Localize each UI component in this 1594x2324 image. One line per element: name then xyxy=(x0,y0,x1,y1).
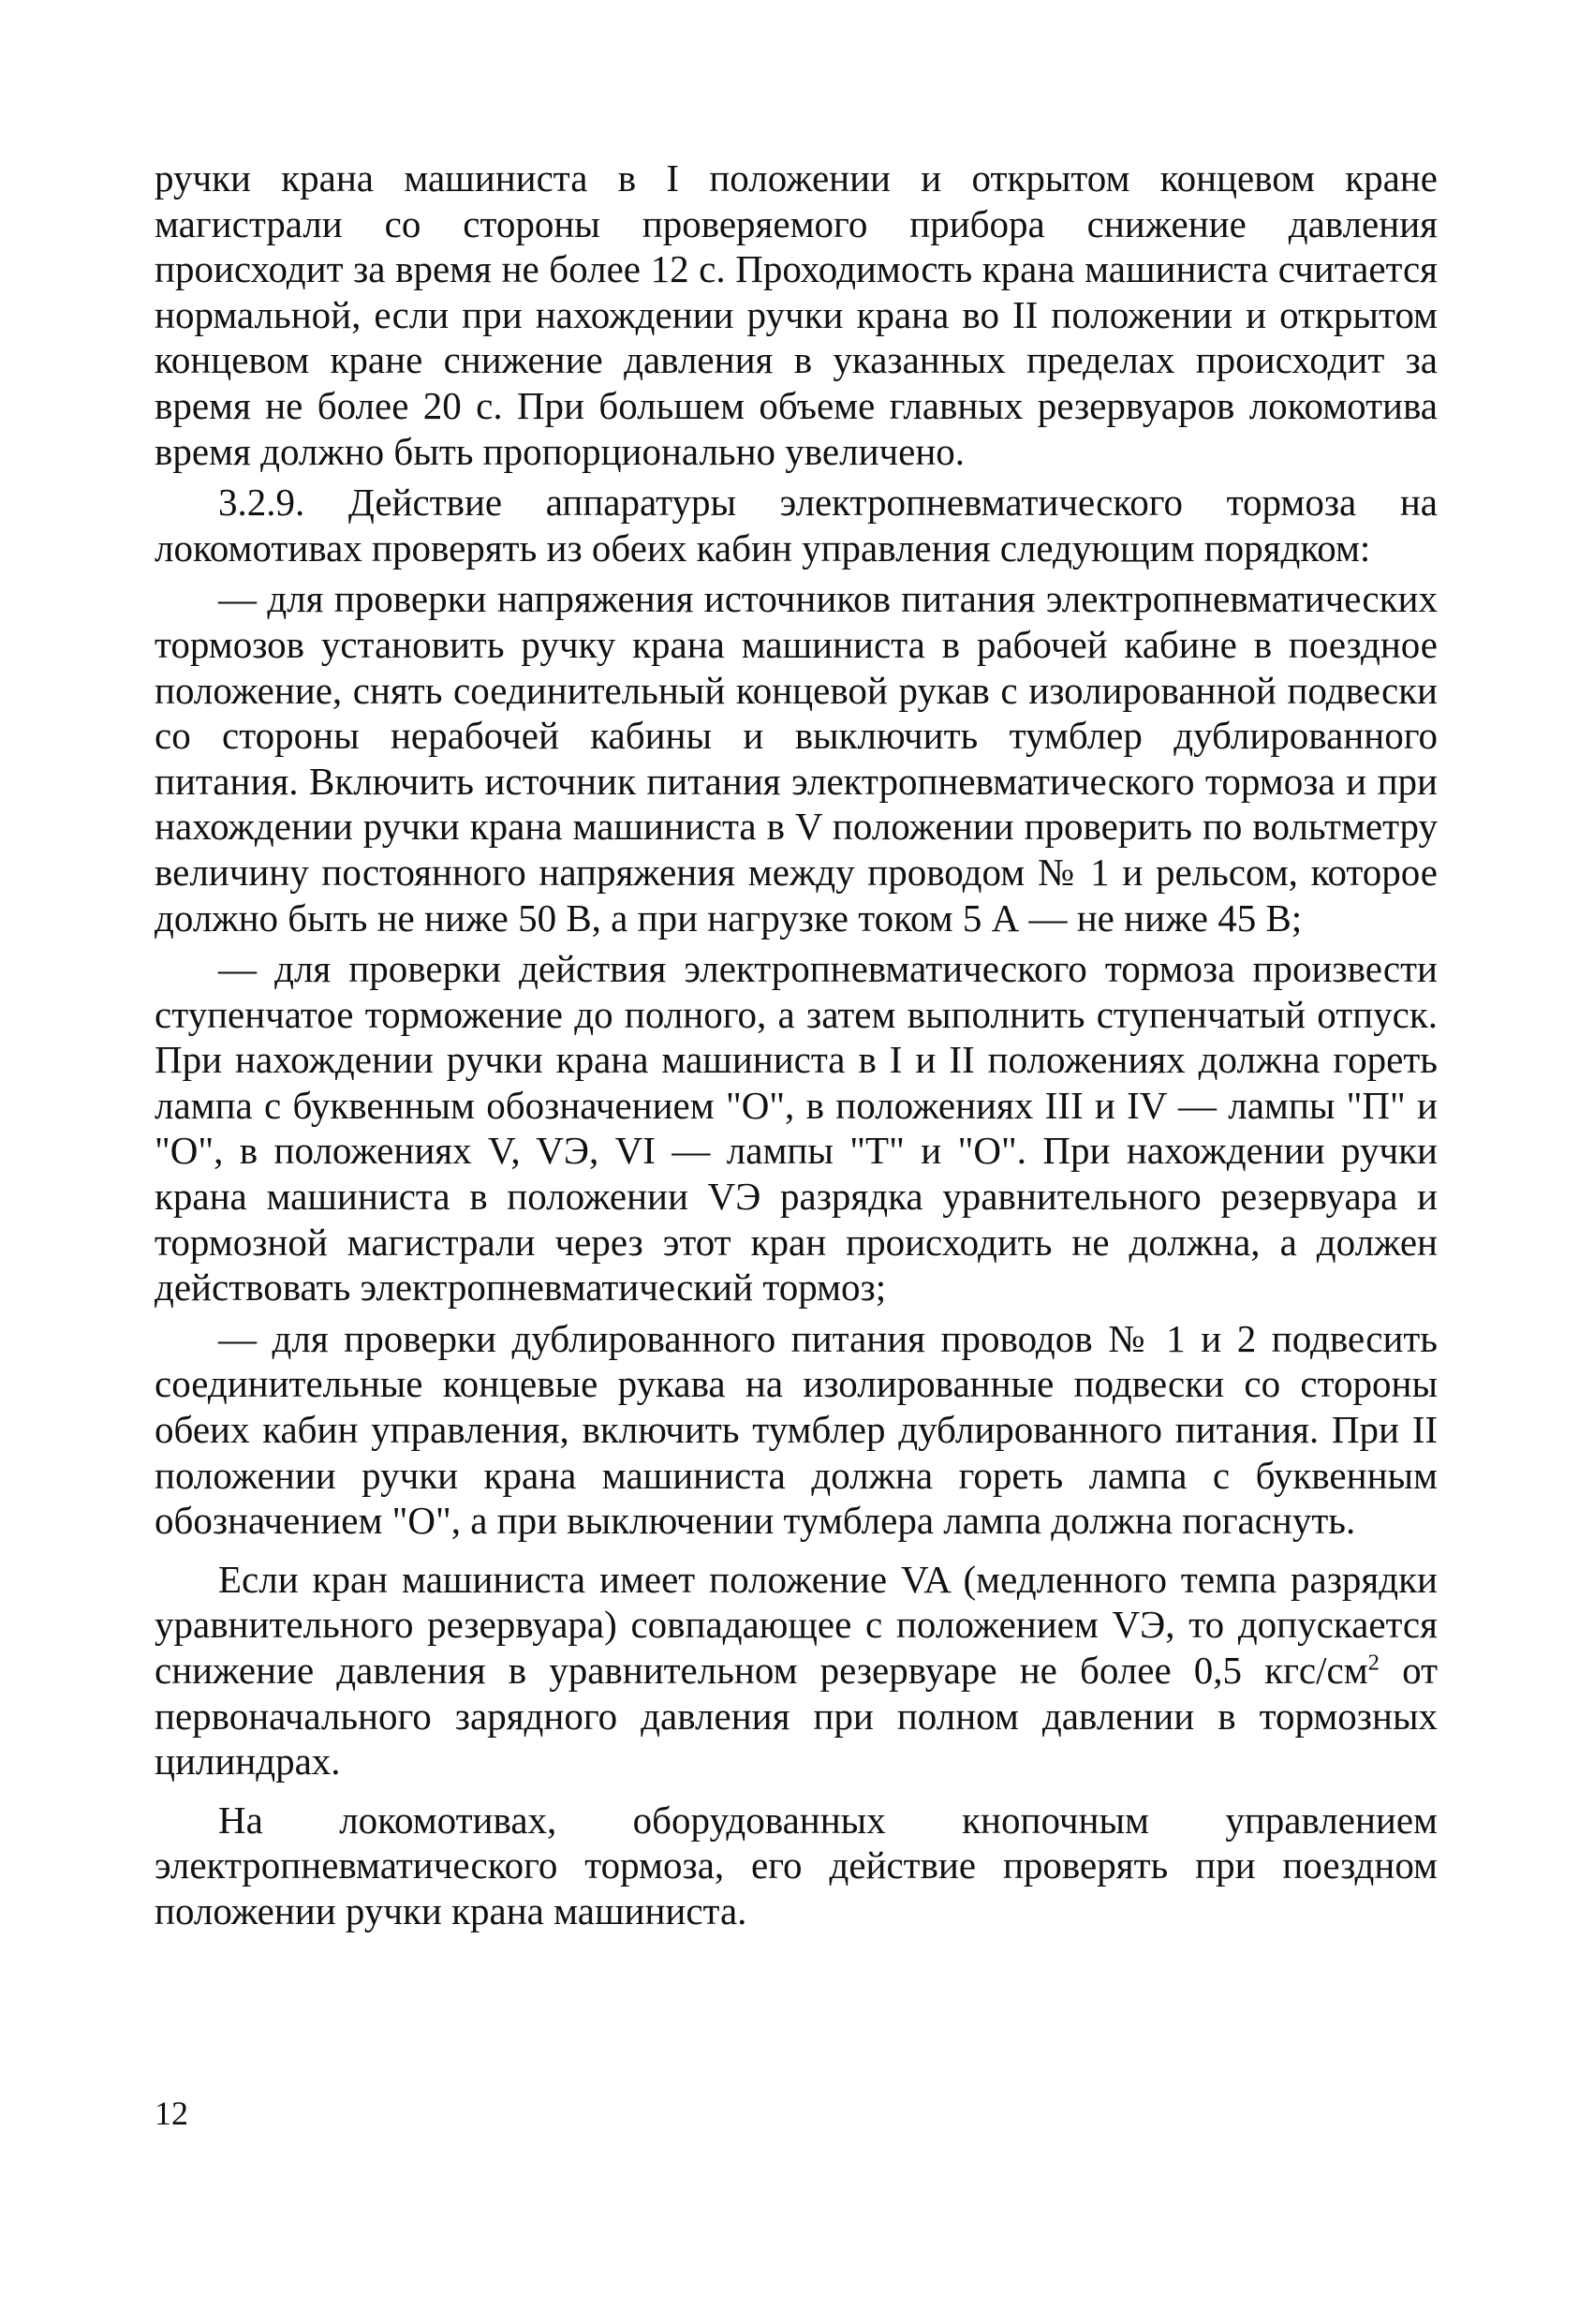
paragraph-7: На локомотивах, оборудованных кнопочным управлением электропневматического тормоза, его действие проверять при поездном положении ручки крана машиниста. xyxy=(155,1798,1438,1932)
body-text xyxy=(155,155,1438,1934)
paragraph-1: ручки крана машиниста в I положении и открытом концевом кране магистрали со стороны проверяемого прибора снижение давления происходит за время не более 12 с. Проходимость крана машиниста считается нормальной, если при нахождении ручки крана во II положении и открытом концевом кране снижение давления в указанных пределах происходит за время не более 20 с. При большем объеме главных резервуаров локомотива время должно быть пропорционально увеличено. xyxy=(155,156,1438,473)
paragraph-5: — для проверки дублированного питания проводов № 1 и 2 подвесить соединительные концевые рукава на изолированные подвески со стороны обеих кабин управления, включить тумблер дублированного питания. При II положении ручки крана машиниста должна гореть лампа с буквенным обозначением "О", а при выключении тумблера лампа должна погаснуть. xyxy=(155,1316,1438,1543)
paragraph-6 xyxy=(155,1557,1438,1784)
paragraph-6-text-end: от первоначального зарядного давления при полном давлении в тормозных цилиндрах. xyxy=(155,1649,1438,1784)
paragraph-3: — для проверки напряжения источников питания электропневматических тормозов установить ручку крана машиниста в рабочей кабине в поездное положение, снять соединительный концевой рукав с изолированной подвески со стороны нерабочей кабины и выключить тумблер дублированного питания. Включить источник питания электропневматического тормоза и при нахождении ручки крана машиниста в V положении проверить по вольтметру величину постоянного напряжения между проводом № 1 и рельсом, которое должно быть не ниже 50 В, а при нагрузке током 5 А — не ниже 45 В; xyxy=(155,577,1438,940)
superscript-2: 2 xyxy=(1367,1650,1380,1676)
paragraph-4: — для проверки действия электропневматического тормоза произвести ступенчатое торможение до полного, а затем выполнить ступенчатый отпуск. При нахождении ручки крана машиниста в I и II положениях должна гореть лампа с буквенным обозначением "О", в положениях III и IV — лампы "П" и "О", в положениях V, VЭ, VI — лампы "Т" и "О". При нахождении ручки крана машиниста в положении VЭ разрядка уравнительного резервуара и тормозной магистрали через этот кран происходить не должна, а должен действовать электропневматический тормоз; xyxy=(155,947,1438,1310)
page-number: 12 xyxy=(155,2095,188,2132)
paragraph-2: 3.2.9. Действие аппаратуры электропневматического тормоза на локомотивах проверять из обеих кабин управления следующим порядком: xyxy=(155,481,1438,570)
paragraph-6-text: Если кран машиниста имеет положение VA (медленного темпа разрядки уравнительного резервуара) совпадающее с положением VЭ, то допускается снижение давления в уравнительном резервуаре не более 0,5 кгс/см xyxy=(155,1557,1438,1692)
